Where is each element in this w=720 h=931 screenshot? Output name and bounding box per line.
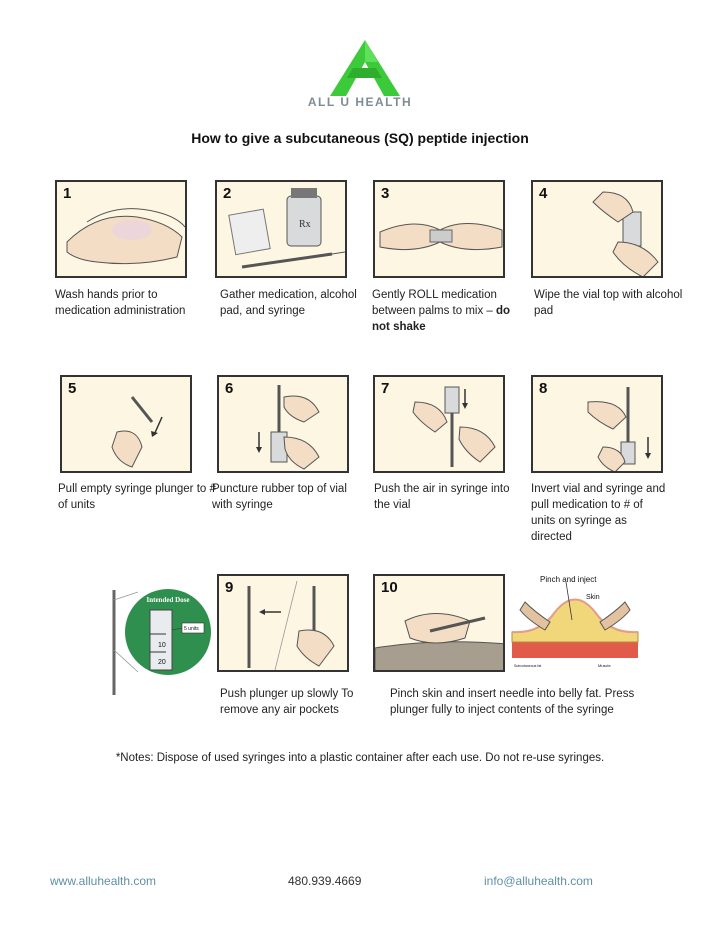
step-3-caption: Gently ROLL medication between palms to mix – do not shake — [372, 289, 511, 333]
brand-name: ALL U HEALTH — [307, 95, 413, 109]
step-10-caption: Pinch skin and insert needle into belly fat. Press plunger fully to inject contents of the syringe — [390, 688, 635, 716]
pinch-and-inject-diagram — [510, 572, 640, 674]
step-2-caption: Gather medication, alcohol pad, and syringe — [220, 289, 357, 317]
email-link[interactable]: info@alluhealth.com — [484, 874, 593, 888]
step-8-illustration — [531, 375, 663, 473]
svg-text:5 units: 5 units — [184, 626, 199, 632]
step-number: 6 — [225, 380, 234, 397]
intended-dose-diagram — [98, 580, 213, 698]
phone-number: 480.939.4669 — [288, 874, 362, 888]
svg-text:Intended Dose: Intended Dose — [146, 596, 190, 604]
svg-text:10: 10 — [158, 642, 166, 649]
step-1-illustration — [55, 180, 187, 278]
svg-text:Skin: Skin — [586, 594, 600, 601]
disposal-notes: *Notes: Dispose of used syringes into a plastic container after each use. Do not re-use syringes. — [115, 752, 605, 764]
step-6-illustration — [217, 375, 349, 473]
step-number: 3 — [381, 185, 390, 202]
step-number: 10 — [381, 579, 398, 596]
step-5-caption: Pull empty syringe plunger to # of units — [58, 483, 216, 511]
page-title: How to give a subcutaneous (SQ) peptide injection — [191, 130, 529, 146]
svg-text:Muscle: Muscle — [598, 663, 611, 668]
step-number: 2 — [223, 185, 232, 202]
step-5-illustration — [60, 375, 192, 473]
svg-text:Pinch and inject: Pinch and inject — [540, 575, 597, 584]
brand-logo-icon — [320, 38, 410, 98]
step-number: 9 — [225, 579, 234, 596]
step-9-illustration — [217, 574, 349, 672]
svg-text:Subcutaneous fat: Subcutaneous fat — [514, 664, 542, 668]
step-8-caption: Invert vial and syringe and pull medication to # of units on syringe as directed — [531, 483, 666, 543]
svg-text:20: 20 — [158, 659, 166, 666]
step-1-caption: Wash hands prior to medication administration — [55, 289, 186, 317]
step-9-caption: Push plunger up slowly To remove any air pockets — [220, 688, 354, 716]
step-6-caption: Puncture rubber top of vial with syringe — [212, 483, 347, 511]
step-number: 5 — [68, 380, 77, 397]
step-3-emphasis: do not shake — [372, 305, 511, 333]
step-number: 7 — [381, 380, 390, 397]
step-number: 8 — [539, 380, 548, 397]
step-number: 1 — [63, 185, 72, 202]
website-link[interactable]: www.alluhealth.com — [50, 874, 157, 888]
step-3-illustration — [373, 180, 505, 278]
step-number: 4 — [539, 185, 548, 202]
step-2-illustration — [215, 180, 347, 278]
step-4-caption: Wipe the vial top with alcohol pad — [534, 289, 683, 317]
step-7-caption: Push the air in syringe into the vial — [374, 483, 510, 511]
step-7-illustration — [373, 375, 505, 473]
step-10-illustration — [373, 574, 505, 672]
step-4-illustration — [531, 180, 663, 278]
svg-text:Rx: Rx — [299, 219, 311, 230]
